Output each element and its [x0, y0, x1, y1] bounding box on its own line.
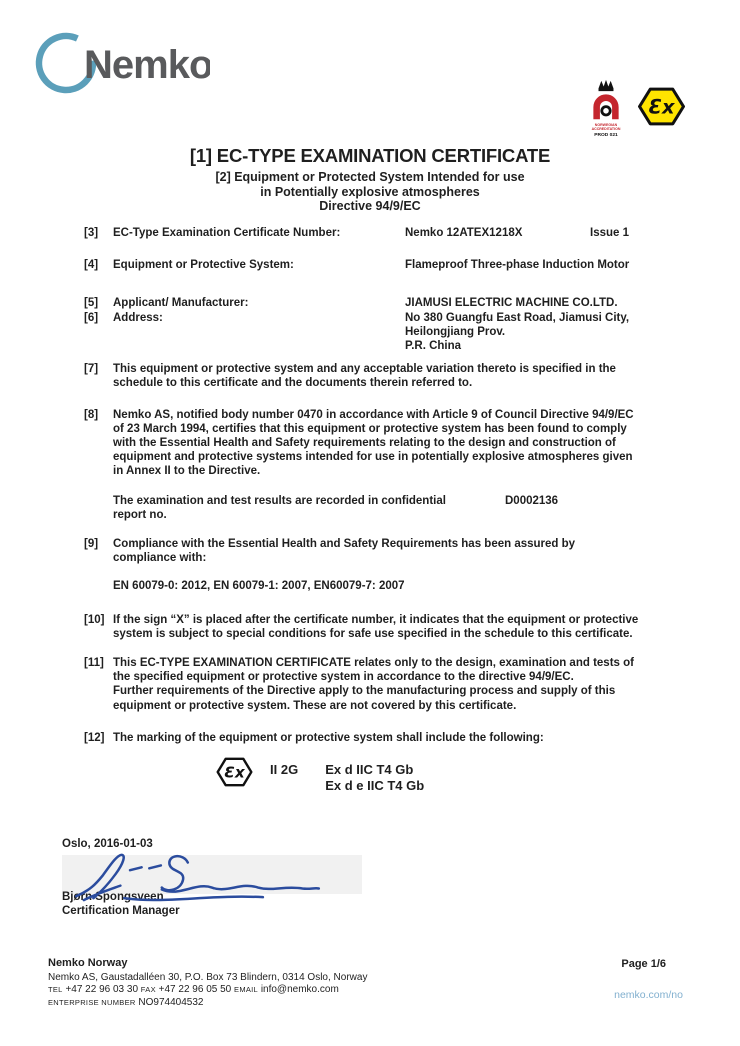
item-5-number: [5]	[84, 297, 99, 310]
item-7-number: [7]	[84, 363, 99, 376]
marking-group: II 2G	[270, 762, 299, 778]
certificate-subtitle-2: in Potentially explosive atmospheres	[260, 184, 480, 199]
certificate-number-value: Nemko 12ATEX1218X	[405, 227, 523, 239]
equipment-label: Equipment or Protective System:	[113, 259, 294, 272]
certificate-number-label: EC-Type Examination Certificate Number:	[113, 227, 341, 239]
marking-block	[216, 756, 640, 793]
signer-name: Bjørn Spongsveen	[62, 891, 164, 903]
item-8-text: Nemko AS, notified body number 0470 in accordance with Article 9 of Council Directive 94/9/EC of 23 March 1994, certifies that this equipment or protective system has been found to comply with the Essential Health and Safety requirements relating to the design and construction of equipment and protective systems intended for use in potentially explosive atmospheres given in Annex II to the Directive.	[113, 408, 634, 478]
footer-enterprise-line	[48, 997, 367, 1010]
email-value: info@nemko.com	[260, 984, 339, 995]
place-and-date: Oslo, 2016-01-03	[62, 838, 153, 850]
norwegian-accreditation-icon	[589, 79, 623, 137]
fax-label: FAX	[140, 985, 156, 994]
item-3	[84, 226, 640, 240]
applicant-value: JIAMUSI ELECTRIC MACHINE CO.LTD.	[405, 297, 618, 310]
atex-ex-icon	[638, 86, 685, 127]
certification-marks	[589, 79, 685, 137]
item-4-number: [4]	[84, 259, 99, 272]
marking-ex-icon	[216, 756, 253, 788]
crown-icon	[599, 80, 614, 91]
enterprise-value: NO974404532	[138, 996, 204, 1008]
fax-value: +47 22 96 05 50	[158, 984, 232, 995]
marking-line-1: Ex d IIC T4 Gb	[325, 762, 414, 778]
item-4	[84, 258, 640, 272]
accreditation-ring	[602, 107, 610, 115]
footer-company-name: Nemko Norway	[48, 957, 128, 969]
certificate-subtitle-3: Directive 94/9/EC	[319, 199, 421, 213]
certificate-subtitle-1: [2] Equipment or Protected System Intended for use	[215, 170, 525, 184]
item-6-number: [6]	[84, 311, 99, 324]
footer-contact-line	[48, 984, 367, 997]
address-line-2: Heilongjiang Prov.	[405, 325, 506, 338]
certificate-title: [1] EC-TYPE EXAMINATION CERTIFICATE	[189, 145, 551, 166]
item-9	[84, 537, 640, 594]
item-7	[84, 362, 640, 390]
address-line-3: P.R. China	[405, 340, 462, 353]
report-text: The examination and test results are recorded in confidential	[113, 494, 446, 507]
footer-address: Nemko AS, Gaustadalléen 30, P.O. Box 73 Blindern, 0314 Oslo, Norway	[48, 971, 368, 983]
page-indicator: Page 1/6	[621, 958, 666, 970]
nemko-logo-graphic	[30, 26, 210, 96]
marking-line-2: Ex d e IIC T4 Gb	[325, 777, 425, 793]
item-12-number: [12]	[84, 731, 105, 744]
item-8-number: [8]	[84, 408, 99, 421]
signature-icon	[64, 850, 354, 902]
accreditation-text-1: NORWEGIAN	[594, 122, 618, 127]
equipment-value: Flameproof Three-phase Induction Motor	[405, 259, 630, 272]
item-9-number: [9]	[84, 538, 99, 551]
signature-zone	[62, 838, 482, 928]
report-text-2: report no.	[113, 508, 167, 521]
applicant-label: Applicant/ Manufacturer:	[113, 297, 249, 310]
item-11-text-1: This EC-TYPE EXAMINATION CERTIFICATE relates only to the design, examination and tests of the specified equipment or protective system in accordance to the directive 94/9/EC.	[113, 657, 634, 684]
footer-company-block	[48, 957, 367, 1009]
nemko-logo	[30, 26, 210, 101]
issue-value: Issue 1	[590, 227, 629, 239]
item-11-number: [11]	[84, 657, 104, 670]
nemko-logo-text: Nemko	[84, 43, 210, 87]
certificate-body	[84, 226, 640, 793]
item-12	[84, 731, 640, 745]
address-label: Address:	[113, 311, 163, 324]
item-10-number: [10]	[84, 613, 105, 626]
accreditation-text-3: PROD 021	[594, 133, 618, 137]
ex-hexagon-text: Ɛx	[648, 95, 675, 119]
marking-ex-text: Ɛx	[224, 763, 245, 782]
report-number: D0002136	[505, 494, 559, 507]
item-10-text: If the sign “X” is placed after the certificate number, it indicates that the equipment or protective system is subject to special conditions for safe use specified in the schedule to this certificate.	[113, 613, 639, 640]
signer-title: Certification Manager	[62, 905, 180, 917]
enterprise-label: ENTERPRISE NUMBER	[48, 997, 136, 1007]
item-10	[84, 613, 640, 641]
tel-value: +47 22 96 03 30	[65, 984, 139, 995]
item-12-text: The marking of the equipment or protective system shall include the following:	[113, 731, 544, 744]
item-8	[84, 408, 640, 522]
item-11	[84, 656, 640, 713]
item-3-number: [3]	[84, 227, 99, 239]
item-9-text: Compliance with the Essential Health and Safety Requirements has been assured by compliance with:	[113, 538, 576, 565]
title-block	[0, 145, 740, 214]
tel-label: TEL	[48, 985, 63, 994]
address-line-1: No 380 Guangfu East Road, Jiamusi City,	[405, 311, 630, 324]
standards-list: EN 60079-0: 2012, EN 60079-1: 2007, EN60079-7: 2007	[113, 580, 405, 593]
accreditation-text-2: ACCREDITATION	[591, 126, 621, 131]
item-7-text: This equipment or protective system and any acceptable variation thereto is specified in the schedule to this certificate and the documents therein referred to.	[113, 363, 616, 390]
website-link[interactable]: nemko.com/no	[614, 989, 683, 1001]
item-5-6	[84, 296, 640, 353]
item-11-text-2: Further requirements of the Directive apply to the manufacturing process and supply of this equipment or protective system. These are not covered by this certificate.	[113, 685, 616, 712]
email-label: EMAIL	[234, 985, 259, 994]
